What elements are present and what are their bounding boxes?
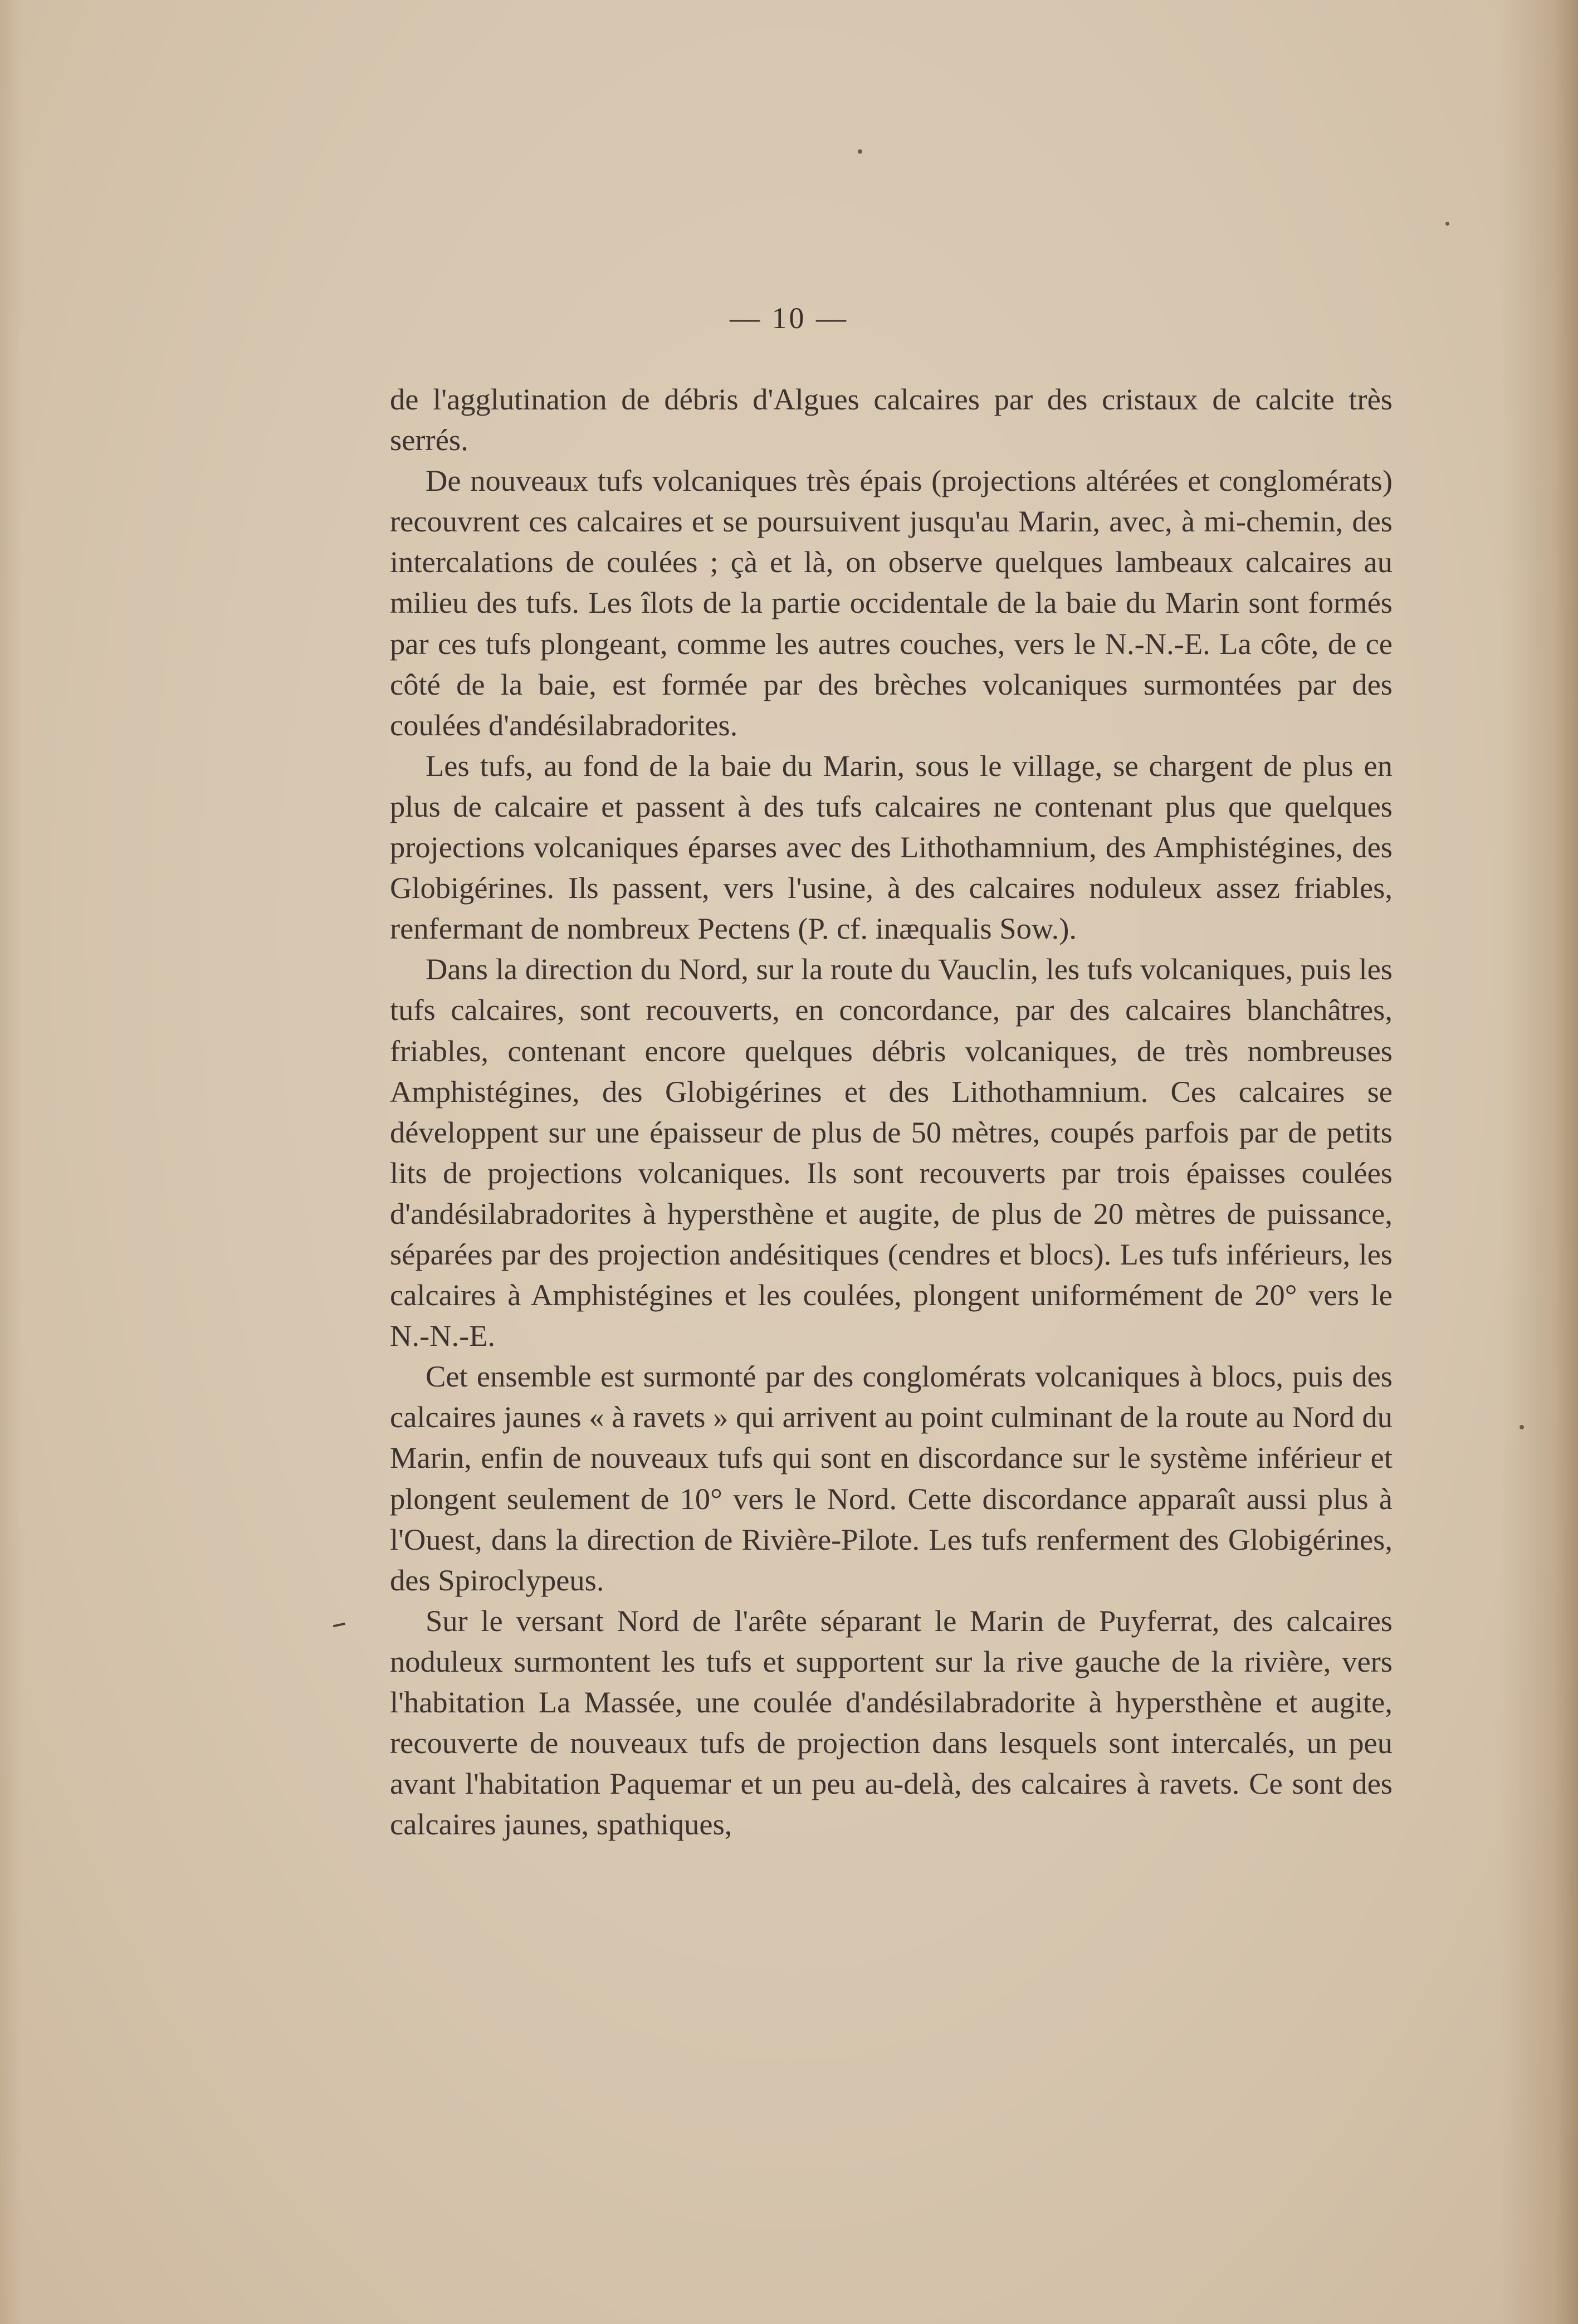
paragraph-4: Dans la direction du Nord, sur la route du Vauclin, les tufs volcaniques, puis les tufs calcaires, sont recouverts, en concordance, par des calcaires blanchâtres, friables, contenant encore quelques débris volcaniques, de très nombreuses Amphistégines, des Globigérines et des Lithothamnium. Ces calcaires se développent sur une épaisseur de plus de 50 mètres, coupés parfois par de petits lits de projections volcaniques. Ils sont recouverts par trois épaisses coulées d'andésilabradorites à hypersthène et augite, de plus de 20 mètres de puissance, séparées par des projection andésitiques (cendres et blocs). Les tufs inférieurs, les calcaires à Amphistégines et les coulées, plongent uniformément de 20° vers le N.-N.-E. — [390, 952, 1393, 1353]
body-text — [390, 379, 1393, 1844]
paper-speck — [1520, 1425, 1524, 1429]
paragraph-5: Cet ensemble est surmonté par des conglomérats volcaniques à blocs, puis des calcaires jaunes « à ravets » qui arrivent au point culminant de la route au Nord du Marin, enfin de nouveaux tufs qui sont en discordance sur le système inférieur et plongent seulement de 10° vers le Nord. Cette discordance apparaît aussi plus à l'Ouest, dans la direction de Rivière-Pilote. Les tufs renferment des Globigérines, des Spiroclypeus. — [390, 1359, 1393, 1597]
paragraph-2: De nouveaux tufs volcaniques très épais (projections altérées et conglomérats) recouvrent ces calcaires et se poursuivent jusqu'au Marin, avec, à mi-chemin, des intercalations de coulées ; çà et là, on observe quelques lambeaux calcaires au milieu des tufs. Les îlots de la partie occidentale de la baie du Marin sont formés par ces tufs plongeant, comme les autres couches, vers le N.-N.-E. La côte, de ce côté de la baie, est formée par des brèches volcaniques surmontées par des coulées d'andésilabradorites. — [390, 463, 1393, 742]
paragraph-6: Sur le versant Nord de l'arête séparant le Marin de Puyferrat, des calcaires noduleux surmontent les tufs et supportent sur la rive gauche de la rivière, vers l'habitation La Massée, une coulée d'andésilabradorite à hypersthène et augite, recouverte de nouveaux tufs de projection dans lesquels sont intercalés, un peu avant l'habitation Paquemar et un peu au-delà, des calcaires à ravets. Ce sont des calcaires jaunes, spathiques, — [390, 1603, 1393, 1842]
paragraph-1: de l'agglutination de débris d'Algues calcaires par des cristaux de calcite très serrés. — [390, 382, 1393, 457]
paper-speck — [1445, 222, 1449, 226]
margin-pencil-mark — [333, 1623, 345, 1627]
page-edge-shadow-left — [0, 0, 22, 2324]
page-edge-shadow-right — [1500, 0, 1578, 2324]
page-number: — 10 — — [730, 301, 848, 335]
paper-speck — [858, 149, 862, 154]
paragraph-3: Les tufs, au fond de la baie du Marin, sous le village, se chargent de plus en plus de calcaire et passent à des tufs calcaires ne contenant plus que quelques projections volcaniques éparses avec des Lithothamnium, des Amphistégines, des Globigérines. Ils passent, vers l'usine, à des calcaires noduleux assez friables, renfermant de nombreux Pectens (P. cf. inæqualis Sow.). — [390, 748, 1393, 946]
